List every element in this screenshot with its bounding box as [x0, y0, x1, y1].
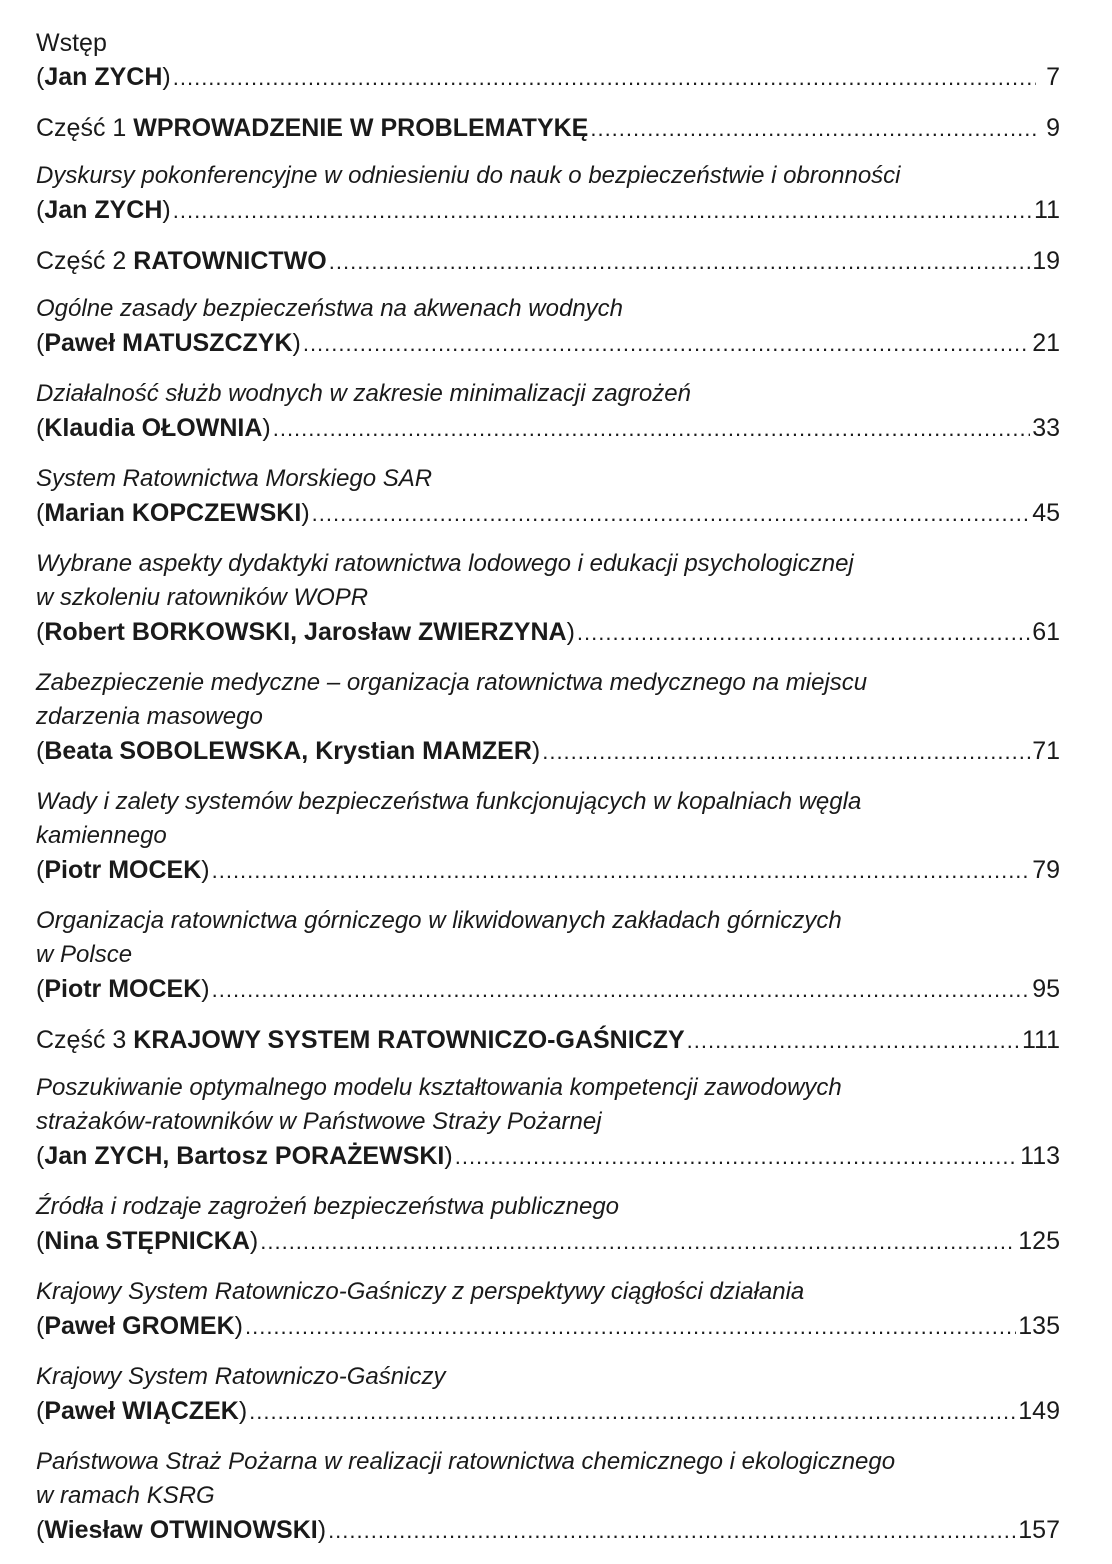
article-authors: Nina STĘPNICKA	[44, 1227, 250, 1255]
dot-leader	[245, 1310, 1016, 1344]
toc-leader-row	[36, 1513, 1060, 1548]
toc-entry-article	[36, 462, 1060, 531]
toc-leader-row	[36, 60, 1060, 95]
article-title-line: Dyskursy pokonferencyjne w odniesieniu do nauk o bezpieczeństwie i obronności	[36, 162, 901, 189]
toc-lead-text: (Paweł MATUSZCZYK)	[36, 329, 301, 357]
dot-leader	[542, 735, 1030, 769]
toc-leader-row	[36, 1023, 1060, 1058]
toc-lead-text: (Jan ZYCH)	[36, 196, 171, 224]
toc-lead-text: (Nina STĘPNICKA)	[36, 1227, 259, 1255]
article-title-line: Zabezpieczenie medyczne – organizacja ratownictwa medycznego na miejscu	[36, 669, 868, 696]
article-title-line: Poszukiwanie optymalnego modelu kształtowania kompetencji zawodowych	[36, 1074, 842, 1101]
toc-entry-article	[36, 292, 1060, 361]
toc-leader-row	[36, 326, 1060, 361]
article-title-line: Krajowy System Ratowniczo-Gaśniczy	[36, 1363, 446, 1390]
toc-entry-article	[36, 1360, 1060, 1429]
toc-entry-article	[36, 1071, 1060, 1174]
dot-leader	[329, 245, 1030, 279]
toc-entry-article	[36, 785, 1060, 888]
toc-lead-text	[36, 1023, 685, 1057]
dot-leader	[590, 112, 1036, 146]
article-title-line: System Ratownictwa Morskiego SAR	[36, 465, 433, 492]
page-number: 125	[1018, 1227, 1060, 1255]
toc-entry-article	[36, 1190, 1060, 1259]
toc-entry-article	[36, 159, 1060, 228]
dot-leader	[687, 1024, 1020, 1058]
toc-lead-text: (Robert BORKOWSKI, Jarosław ZWIERZYNA)	[36, 618, 575, 646]
dot-leader	[312, 497, 1031, 531]
page-number: 19	[1032, 247, 1060, 275]
article-title-line: Państwowa Straż Pożarna w realizacji ratownictwa chemicznego i ekologicznego	[36, 1448, 896, 1475]
page-number: 71	[1032, 737, 1060, 765]
toc-entry-article	[36, 547, 1060, 650]
article-authors: Jan ZYCH	[44, 63, 163, 91]
part-title: RATOWNICTWO	[133, 247, 327, 275]
article-title-line: Wady i zalety systemów bezpieczeństwa funkcjonujących w kopalniach węgla	[36, 788, 862, 815]
toc-leader-row	[36, 411, 1060, 446]
part-title: KRAJOWY SYSTEM RATOWNICZO-GAŚNICZY	[133, 1026, 685, 1054]
dot-leader	[212, 854, 1031, 888]
dot-leader	[303, 327, 1030, 361]
article-title-line: Organizacja ratownictwa górniczego w likwidowanych zakładach górniczych	[36, 907, 842, 934]
page-number: 45	[1032, 499, 1060, 527]
page-number: 149	[1018, 1397, 1060, 1425]
article-authors: Robert BORKOWSKI, Jarosław ZWIERZYNA	[44, 618, 567, 646]
part-prefix: Część 3	[36, 1026, 127, 1054]
page-number: 135	[1018, 1312, 1060, 1340]
dot-leader	[328, 1514, 1016, 1548]
toc-entry-article	[36, 904, 1060, 1007]
article-authors: Jan ZYCH, Bartosz PORAŻEWSKI	[44, 1142, 445, 1170]
toc-leader-row	[36, 853, 1060, 888]
article-authors: Klaudia OŁOWNIA	[44, 414, 263, 442]
toc-leader-row	[36, 244, 1060, 279]
article-authors: Paweł MATUSZCZYK	[44, 329, 293, 357]
article-authors: Marian KOPCZEWSKI	[44, 499, 302, 527]
page-number: 157	[1018, 1516, 1060, 1544]
preface-label: Wstęp	[36, 29, 107, 57]
toc-lead-text	[36, 244, 327, 278]
toc-lead-text: (Paweł WIĄCZEK)	[36, 1397, 248, 1425]
article-title-line: w ramach KSRG	[36, 1482, 215, 1509]
toc-lead-text: (Piotr MOCEK)	[36, 856, 210, 884]
page-number: 9	[1046, 114, 1060, 142]
dot-leader	[249, 1395, 1016, 1429]
dot-leader	[212, 973, 1031, 1007]
toc-lead-text: (Piotr MOCEK)	[36, 975, 210, 1003]
article-authors: Paweł WIĄCZEK	[44, 1397, 239, 1425]
article-title-line: zdarzenia masowego	[36, 703, 263, 730]
toc-entry-article	[36, 1445, 1060, 1548]
page-number: 7	[1046, 63, 1060, 91]
toc-leader-row	[36, 1309, 1060, 1344]
toc-entry-preface	[36, 26, 1060, 95]
toc-lead-text: (Beata SOBOLEWSKA, Krystian MAMZER)	[36, 737, 541, 765]
page-number: 21	[1032, 329, 1060, 357]
toc-lead-text: (Jan ZYCH)	[36, 63, 171, 91]
page-number: 113	[1020, 1142, 1060, 1170]
toc-leader-row	[36, 1224, 1060, 1259]
toc-lead-text: (Jan ZYCH, Bartosz PORAŻEWSKI)	[36, 1142, 453, 1170]
toc-leader-row	[36, 496, 1060, 531]
page-number: 61	[1032, 618, 1060, 646]
toc-entry-article	[36, 666, 1060, 769]
article-title-line: Krajowy System Ratowniczo-Gaśniczy z perspektywy ciągłości działania	[36, 1278, 805, 1305]
article-authors: Paweł GROMEK	[44, 1312, 235, 1340]
article-authors: Wiesław OTWINOWSKI	[44, 1516, 318, 1544]
toc-leader-row	[36, 111, 1060, 146]
dot-leader	[455, 1140, 1018, 1174]
article-title-line: Wybrane aspekty dydaktyki ratownictwa lodowego i edukacji psychologicznej	[36, 550, 854, 577]
article-authors: Beata SOBOLEWSKA, Krystian MAMZER	[44, 737, 532, 765]
article-title-line: strażaków-ratowników w Państwowe Straży Pożarnej	[36, 1108, 602, 1135]
dot-leader	[577, 616, 1030, 650]
toc-leader-row	[36, 1394, 1060, 1429]
article-title-line: kamiennego	[36, 822, 167, 849]
article-title-line: Działalność służb wodnych w zakresie minimalizacji zagrożeń	[36, 380, 691, 407]
toc-leader-row	[36, 193, 1060, 228]
part-prefix: Część 2	[36, 247, 127, 275]
toc-leader-row	[36, 1139, 1060, 1174]
article-title-line: Ogólne zasady bezpieczeństwa na akwenach wodnych	[36, 295, 624, 322]
article-title-line: w Polsce	[36, 941, 133, 968]
toc-leader-row	[36, 972, 1060, 1007]
page-number: 79	[1032, 856, 1060, 884]
article-title-line: Źródła i rodzaje zagrożeń bezpieczeństwa publicznego	[36, 1193, 620, 1220]
toc-entry-article	[36, 377, 1060, 446]
toc-lead-text: (Marian KOPCZEWSKI)	[36, 499, 310, 527]
part-title: WPROWADZENIE W PROBLEMATYKĘ	[133, 114, 589, 142]
part-prefix: Część 1	[36, 114, 127, 142]
toc-lead-text: (Klaudia OŁOWNIA)	[36, 414, 271, 442]
toc-leader-row	[36, 615, 1060, 650]
dot-leader	[173, 61, 1036, 95]
toc-entry-part	[36, 244, 1060, 279]
toc-entry-part	[36, 1023, 1060, 1058]
page-number: 111	[1021, 1026, 1060, 1054]
dot-leader	[173, 194, 1032, 228]
article-title-line: w szkoleniu ratowników WOPR	[36, 584, 369, 611]
article-authors: Jan ZYCH	[44, 196, 163, 224]
page-number: 33	[1032, 414, 1060, 442]
toc-leader-row	[36, 734, 1060, 769]
toc-lead-text	[36, 111, 588, 145]
article-authors: Piotr MOCEK	[44, 975, 202, 1003]
toc-entry-part	[36, 111, 1060, 146]
toc-lead-text: (Wiesław OTWINOWSKI)	[36, 1516, 327, 1544]
article-authors: Piotr MOCEK	[44, 856, 202, 884]
table-of-contents	[36, 26, 1060, 1564]
toc-entry-article	[36, 1275, 1060, 1344]
page-number: 11	[1034, 196, 1060, 224]
dot-leader	[273, 412, 1030, 446]
toc-lead-text: (Paweł GROMEK)	[36, 1312, 243, 1340]
dot-leader	[260, 1225, 1016, 1259]
page-number: 95	[1032, 975, 1060, 1003]
